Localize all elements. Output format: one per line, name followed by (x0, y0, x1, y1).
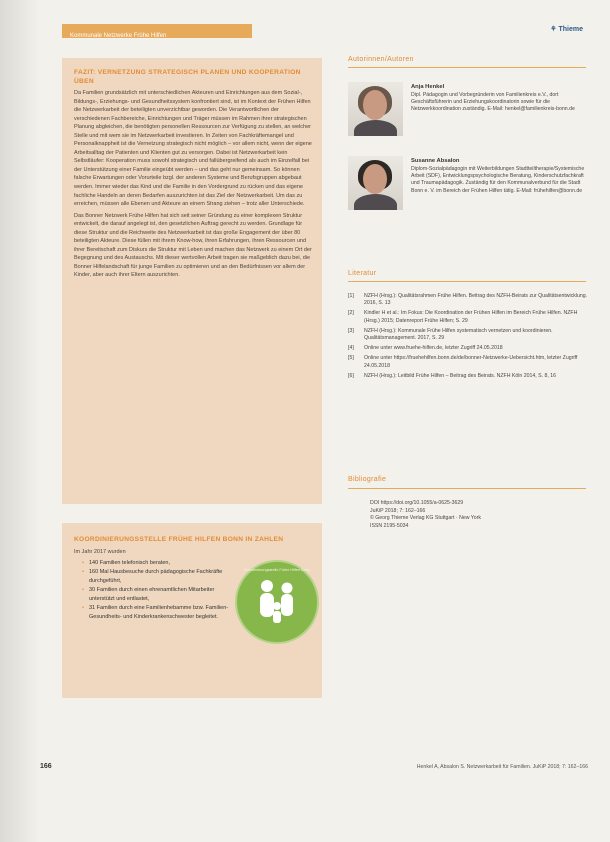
footer-citation: Henkel A, Absalon S. Netzwerkarbeit für Familien. JuKiP 2018; 7: 162–166 (416, 764, 588, 770)
logo-text: Koordinierungsstelle Frühe Hilfen Bonn (243, 568, 311, 572)
fazit-box (62, 58, 322, 504)
literatur-divider (348, 281, 586, 282)
author-photo (348, 156, 403, 210)
list-item: • 30 Familien durch einen ehrenamtlichen Mitarbeiter unterstützt und entlastet, (82, 586, 232, 603)
koordinierung-intro: Im Jahr 2017 wurden (74, 549, 126, 555)
page-number: 166 (40, 763, 52, 770)
family-logo-icon (235, 560, 319, 644)
reference-item: [3] NZFH (Hrsg.): Kommunale Frühe Hilfen systematisch vernetzen und koordinieren. Qualitätsmanagement. 2017, S. 29 (348, 327, 553, 342)
koordinierung-list (82, 559, 232, 622)
koordinierung-box (62, 523, 322, 698)
author-description: Dipl. Pädagogin und Vorbegründerin von Familienkreis e.V., dort Geschäftsführerin und Erziehungskoordinatorin sowie für die Netzwerkkoordination zuständig. E-Mail: henkel@familienkreis-bonn.de (411, 92, 575, 113)
list-item: • 160 Mal Hausbesuche durch pädagogische Fachkräfte durchgeführt, (82, 568, 232, 585)
reference-item: [2] Kindler H et al.: Im Fokus: Die Koordination der Frühen Hilfen im Bereich Frühe Hilfen. NZFH (Hrsg.) 2015; Datenreport Frühe Hilfen; S. 29 (348, 310, 578, 324)
journal-line: JuKiP 2018; 7: 162–166 (370, 507, 426, 514)
bibliografie-divider (348, 488, 586, 489)
author-photo (348, 82, 403, 136)
bibliografie-title: Bibliografie (348, 476, 387, 483)
reference-item: [6] NZFH (Hrsg.): Leitbild Frühe Hilfen – Beitrag des Beirats. NZFH Köln 2014, S. 8, 16 (348, 372, 557, 379)
fazit-paragraph-2: Das Bonner Netzwerk Frühe Hilfen hat sich seit seiner Gründung zu einer komplexen Struktur entwickelt, die darauf angelegt ist, den gesetzlichen Auftrag gerecht zu werden. Grundlage für diese Struktur und die Reichweite des Netzwerkarbeit ist das große Engagement der über 80 beteiligten Akteure. Diese füllen mit ihrem Know-how, ihren Erfahrungen, ihren Ressourcen und ihrer Bereitschaft zum Diskurs die Struktur mit Leben und machen das Netzwerk zu einem Ort der Begegnung und des Austauschs. Mit dieser wertvollen Arbeit tragen sie maßgeblich dazu bei, die Bonner Hilfelandschaft für junge Familien zu optimieren und an den Bedürfnissen vor allem der Kinder, aber auch ihrer Eltern auszurichten. (74, 212, 312, 279)
doi-line: DOI https://doi.org/10.1055/a-0625-3629 (370, 500, 464, 506)
reference-item: [1] NZFH (Hrsg.): Qualitätsrahmen Frühe Hilfen. Beitrag des NZFH-Beirats zur Qualitätsentwicklung. 2016, S. 13 (348, 293, 588, 307)
literatur-title: Literatur (348, 270, 377, 277)
authors-title: Autorinnen/Autoren (348, 56, 414, 63)
reference-item: [4] Online unter www.fruehe-hilfen.de, letzter Zugriff 24.05.2018 (348, 345, 503, 352)
publisher-line: © Georg Thieme Verlag KG Stuttgart · New York (370, 515, 481, 522)
reference-item: [5] Online unter https://fruehehilfen.bonn.de/de/bonner-Netzwerke-Uebersicht.htm, letzter Zugriff 24.05.2018 (348, 355, 578, 369)
koordinierung-title: KOORDINIERUNGSSTELLE FRÜHE HILFEN BONN IN ZAHLEN (74, 536, 284, 543)
section-header-bar (62, 24, 252, 38)
reference-list (348, 293, 588, 383)
fazit-paragraph-1: Da Familien grundsätzlich mit unterschiedlichen Akteuren und Einrichtungen aus dem Sozial-, Bildungs-, Erziehungs- und Gesundheitssystem konfrontiert sind, ist im Kontext der Frühen Hilfen die Netzwerkarbeit der beteiligten unverzichtbar geworden. Die Verantwortlichen der verschiedenen Fachbereiche, Einrichtungen und Träger müssen im Rahmen ihrer strategischen Planung abgleichen, die benötigten personellen Ressourcen zur Verfügung zu stellen, an welcher Stelle und mit wem sie im Netzwerkarbeit investieren. In Zeiten von Fachkräftemangel und Personalknappheit ist die Vernetzung strategisch nicht möglich – vor allem nicht, wenn der eigene Arbeitsalltag der Patienten und Klienten gut zu versorgen. Dabei ist Netzwerkarbeit kein Selbstläufer: Kooperation muss sowohl strategisch und fallübergreifend als auch im Einzelfall bei der Unterstützung einer Familie eingeübt werden – und das geht nur gemeinsam. So können falsche Erwartungen oder Vorurteile bzgl. der anderen Systeme und Berufsgruppen abgebaut werden. Immer wieder das Kind und die Familie in den Vordergrund zu rücken und das eigene fachliche Handeln an deren Bedarfen auszurichten ist das Ziel der Netzwerkarbeit. Um das zu erreichen, müssen alle Ebenen und Akteure an einem Strang ziehen – trotz aller Unterschiede. (74, 90, 312, 208)
bibliografie-block (370, 500, 570, 530)
author-description: Diplom-Sozialpädagogin mit Weiterbildungen Stadtteiltherapie/Systemische Arbeit (SDF), Entwicklungspsychologische Beratung, Kinderschutzfachkraft und Traumapädagogik. Zuständig für den Kommunalverbund für die Stadt Bonn e. V. im Bereich der Frühen Hilfen tätig. E-Mail: frühehilfen@bonn.de (411, 166, 585, 194)
issn-line: ISSN 2195-5034 (370, 522, 409, 529)
thieme-brand: ⚘ Thieme (550, 26, 583, 33)
author-card (348, 156, 588, 218)
section-header-label: Kommunale Netzwerke Frühe Hilfen (70, 33, 167, 39)
author-name: Anja Henkel (411, 84, 445, 90)
author-card (348, 82, 588, 144)
thieme-label: Thieme (558, 26, 583, 33)
list-item: • 31 Familien durch eine Familienhebamme bzw. Familien-Gesundheits- und Kinderkrankenschwester begleitet. (82, 604, 232, 621)
list-item: • 140 Familien telefonisch beraten, (82, 559, 232, 568)
authors-divider (348, 67, 586, 68)
fazit-title: FAZIT: VERNETZUNG STRATEGISCH PLANEN UND KOOPERATION ÜBEN (74, 69, 301, 85)
author-name: Susanne Absalon (411, 158, 460, 164)
